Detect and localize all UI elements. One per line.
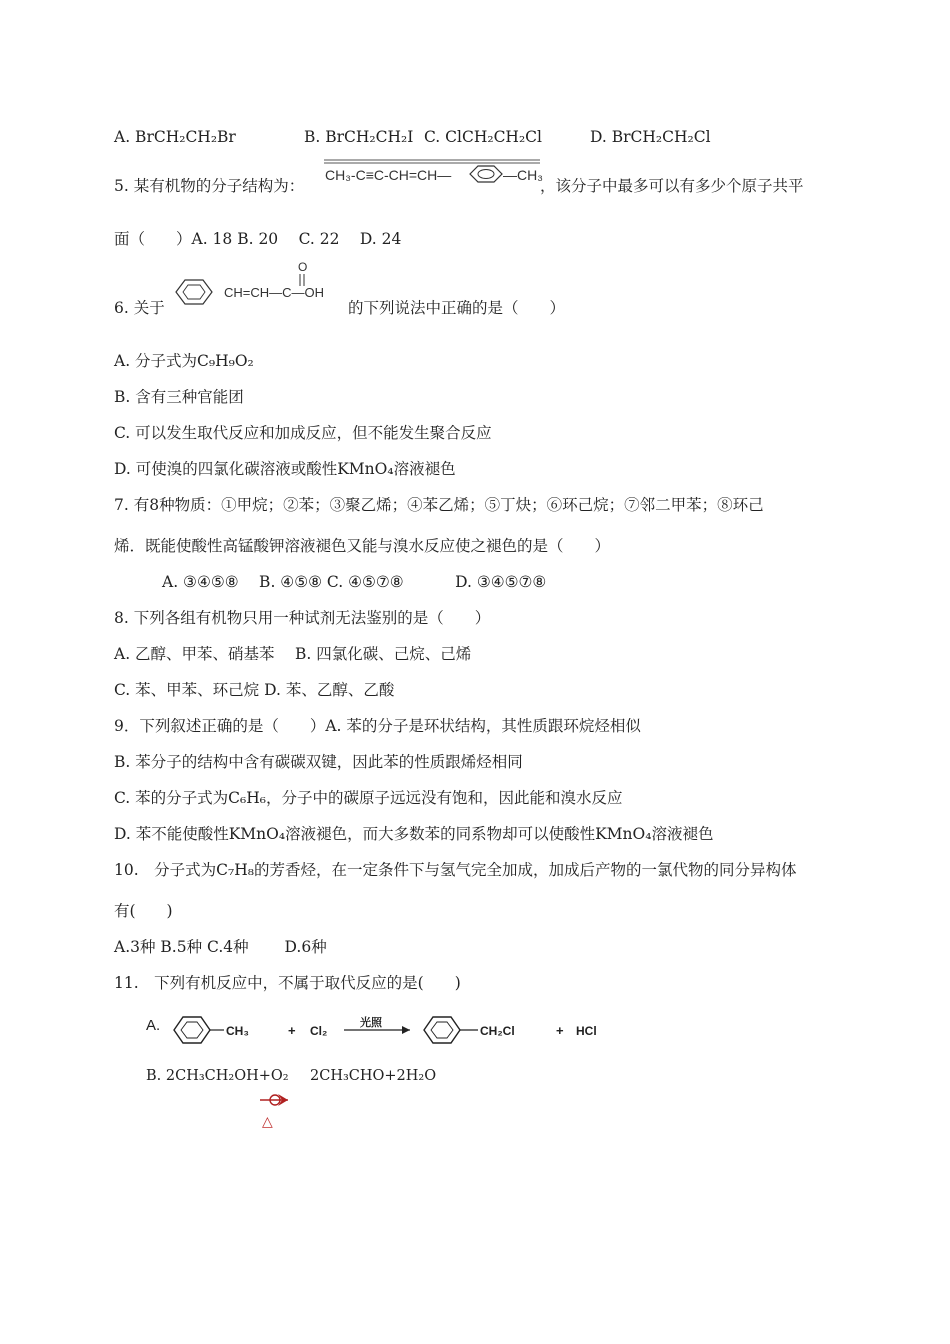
q6-structure-image (172, 258, 348, 314)
q8-stem: 8. 下列各组有机物只用一种试剂无法鉴别的是（ ） (114, 609, 491, 627)
benzene-ring-icon (176, 280, 212, 304)
q11-a-ch2cl: CH₂Cl (480, 1024, 515, 1038)
reaction-catalyst-arrow-icon (258, 1090, 298, 1110)
q9-option-c: C. 苯的分子式为C₆H₆，分子中的碳原子远远没有饱和，因此能和溴水反应 (114, 789, 623, 807)
q6-option-d: D. 可使溴的四氯化碳溶液或酸性KMnO₄溶液褪色 (114, 460, 456, 478)
q5-stem-post: ，该分子中最多可以有多少个原子共平 (540, 177, 804, 195)
q6-option-a: A. 分子式为C₉H₉O₂ (114, 352, 254, 370)
q8-options-ab: A. 乙醇、甲苯、硝基苯 B. 四氯化碳、己烷、己烯 (114, 645, 472, 663)
q6-stem-pre: 6. 关于 (114, 299, 165, 317)
q6-option-b: B. 含有三种官能团 (114, 388, 244, 406)
q10-stem-cont: 有( ) (114, 902, 173, 920)
q11-a-plus1: + (288, 1023, 296, 1038)
benzene-ring-icon (174, 1017, 210, 1043)
q6-option-c: C. 可以发生取代反应和加成反应，但不能发生聚合反应 (114, 424, 492, 442)
q11-stem: 11. 下列有机反应中，不属于取代反应的是( ) (114, 974, 461, 992)
q6-structure-o: O (298, 260, 308, 274)
q10-options: A.3种 B.5种 C.4种 D.6种 (114, 938, 327, 956)
benzene-ring-icon (470, 166, 502, 182)
q9-option-d: D. 苯不能使酸性KMnO₄溶液褪色，而大多数苯的同系物却可以使酸性KMnO₄溶液褪色 (114, 825, 714, 843)
q4-option-b: B. BrCH₂CH₂I (304, 128, 414, 146)
q11-reaction-a (140, 1008, 620, 1052)
q11-a-ch3: CH₃ (226, 1024, 249, 1038)
q7-stem-cont: 烯．既能使酸性高锰酸钾溶液褪色又能与溴水反应使之褪色的是（ ） (114, 537, 611, 555)
q5-stem-pre: 5. 某有机物的分子结构为： (114, 177, 305, 195)
q11-option-b-right: 2CH₃CHO+2H₂O (310, 1068, 437, 1084)
q9-stem: 9．下列叙述正确的是（ ）A. 苯的分子是环状结构，其性质跟环烷烃相似 (114, 717, 641, 735)
q4-option-c: C. ClCH₂CH₂Cl (424, 128, 542, 146)
q7-stem: 7. 有8种物质：①甲烷；②苯；③聚乙烯；④苯乙烯；⑤丁炔；⑥环己烷；⑦邻二甲苯；⑧环己 (114, 496, 764, 514)
q8-options-cd: C. 苯、甲苯、环己烷 D. 苯、乙醇、乙酸 (114, 681, 395, 699)
q11-option-b-heat: △ (262, 1114, 273, 1130)
q5-structure-image (322, 158, 544, 186)
q11-a-plus2: + (556, 1023, 564, 1038)
q5-stem-cont: 面（ ）A. 18 B. 20 C. 22 D. 24 (114, 230, 402, 248)
q6-structure-text: CH=CH—C—OH (224, 285, 325, 300)
q11-option-b-left: B. 2CH₃CH₂OH+O₂ (146, 1068, 289, 1084)
q5-structure-right: —CH₃ (503, 167, 543, 183)
q10-stem: 10. 分子式为C₇H₈的芳香烃，在一定条件下与氢气完全加成，加成后产物的一氯代物的同分异构体 (114, 861, 797, 879)
benzene-ring-icon (424, 1017, 460, 1043)
q4-option-a: A. BrCH₂CH₂Br (114, 128, 236, 146)
q9-option-b: B. 苯分子的结构中含有碳碳双键，因此苯的性质跟烯烃相同 (114, 753, 523, 771)
q6-stem-post: 的下列说法中正确的是（ ） (348, 299, 566, 317)
q11-a-condition: 光照 (360, 1017, 382, 1029)
q4-options (114, 127, 711, 147)
q4-option-d: D. BrCH₂CH₂Cl (590, 128, 711, 146)
q5-stem (114, 176, 304, 196)
q11-option-a-label: A. (146, 1017, 161, 1034)
q5-structure-left: CH₃-C≡C-CH=CH— (325, 167, 452, 183)
q11-a-cl2: Cl₂ (310, 1024, 328, 1038)
q11-a-hcl: HCl (576, 1024, 597, 1038)
q7-options: A. ③④⑤⑧ B. ④⑤⑧ C. ④⑤⑦⑧ D. ③④⑤⑦⑧ (162, 573, 547, 591)
